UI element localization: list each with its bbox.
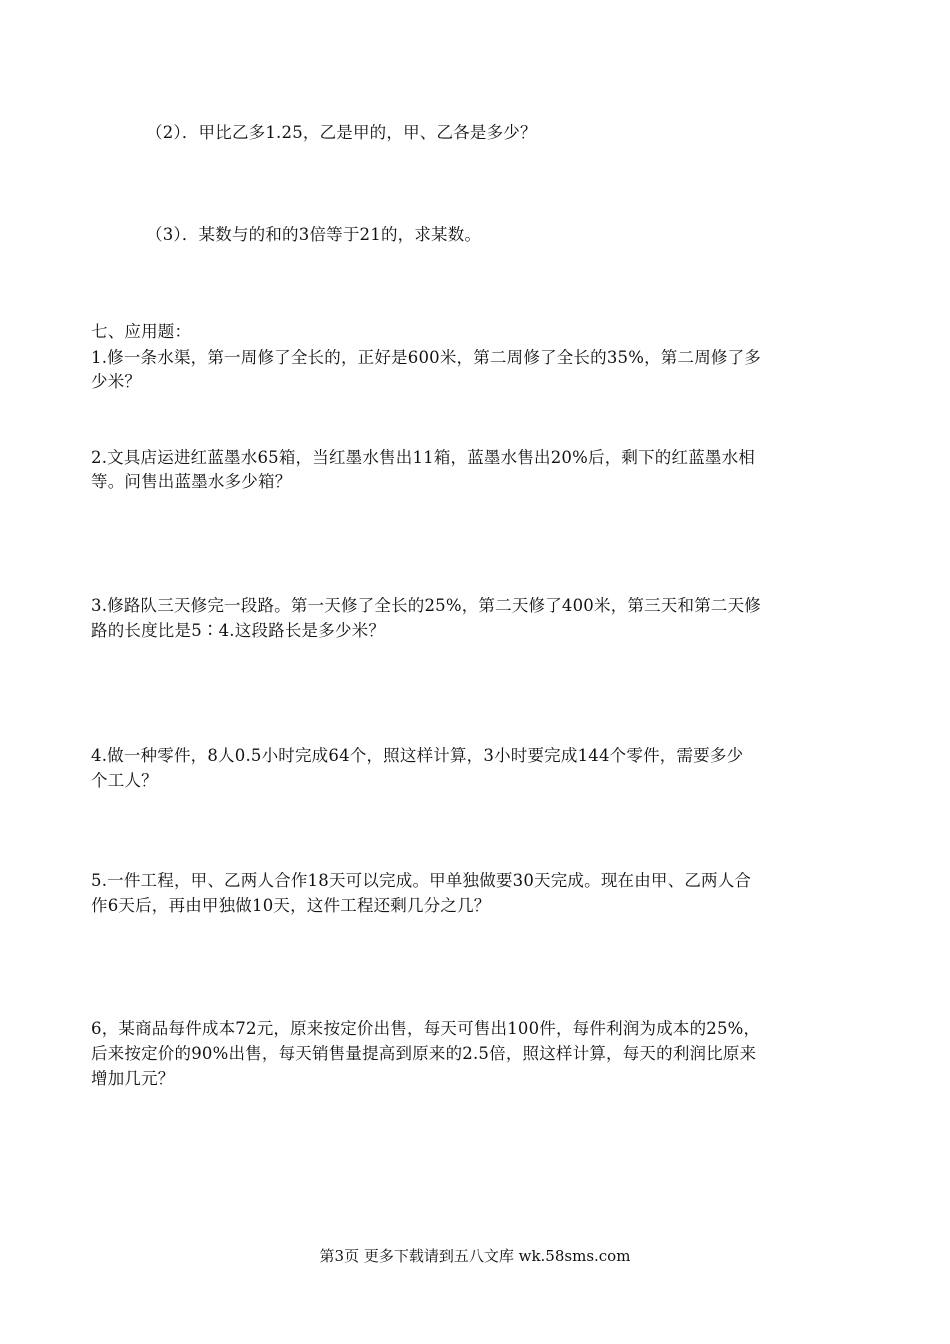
problem-4-line-2: 个工人？: [91, 771, 158, 790]
problem-2-line-1: 2.文具店运进红蓝墨水65箱，当红墨水售出11箱，蓝墨水售出20%后，剩下的红蓝墨水相: [91, 448, 756, 467]
page-footer: 第3页 更多下载请到五八文库 wk.58sms.com: [319, 1247, 631, 1265]
problem-6-line-1: 6，某商品每件成本72元，原来按定价出售，每天可售出100件，每件利润为成本的25%，: [91, 1019, 761, 1038]
problem-6-line-3: 增加几元？: [91, 1069, 175, 1088]
problem-5-line-1: 5.一件工程，甲、乙两人合作18天可以完成。甲单独做要30天完成。现在由甲、乙两人合: [91, 871, 752, 890]
problem-6-line-2: 后来按定价的90%出售，每天销售量提高到原来的2.5倍，照这样计算，每天的利润比原来: [91, 1044, 757, 1063]
sub-question-2: （2）．甲比乙多1.25，乙是甲的，甲、乙各是多少？: [146, 123, 537, 142]
section-title: 七、应用题：: [91, 322, 192, 341]
problem-5-line-2: 作6天后，再由甲独做10天，这件工程还剩几分之几？: [91, 896, 491, 915]
problem-4-line-1: 4.做一种零件，8人0.5小时完成64个，照这样计算，3小时要完成144个零件，需要多少: [91, 746, 744, 765]
problem-2-line-2: 等。问售出蓝墨水多少箱？: [91, 472, 292, 491]
problem-3-line-1: 3.修路队三天修完一段路。第一天修了全长的25%，第二天修了400米，第三天和第二天修: [91, 596, 762, 615]
problem-1-line-1: 1.修一条水渠，第一周修了全长的，正好是600米，第二周修了全长的35%，第二周修了多: [91, 348, 762, 367]
problem-1-line-2: 少米？: [91, 372, 142, 391]
sub-question-3: （3）．某数与的和的3倍等于21的，求某数。: [146, 225, 482, 244]
problem-3-line-2: 路的长度比是5∶4.这段路长是多少米？: [91, 621, 386, 640]
